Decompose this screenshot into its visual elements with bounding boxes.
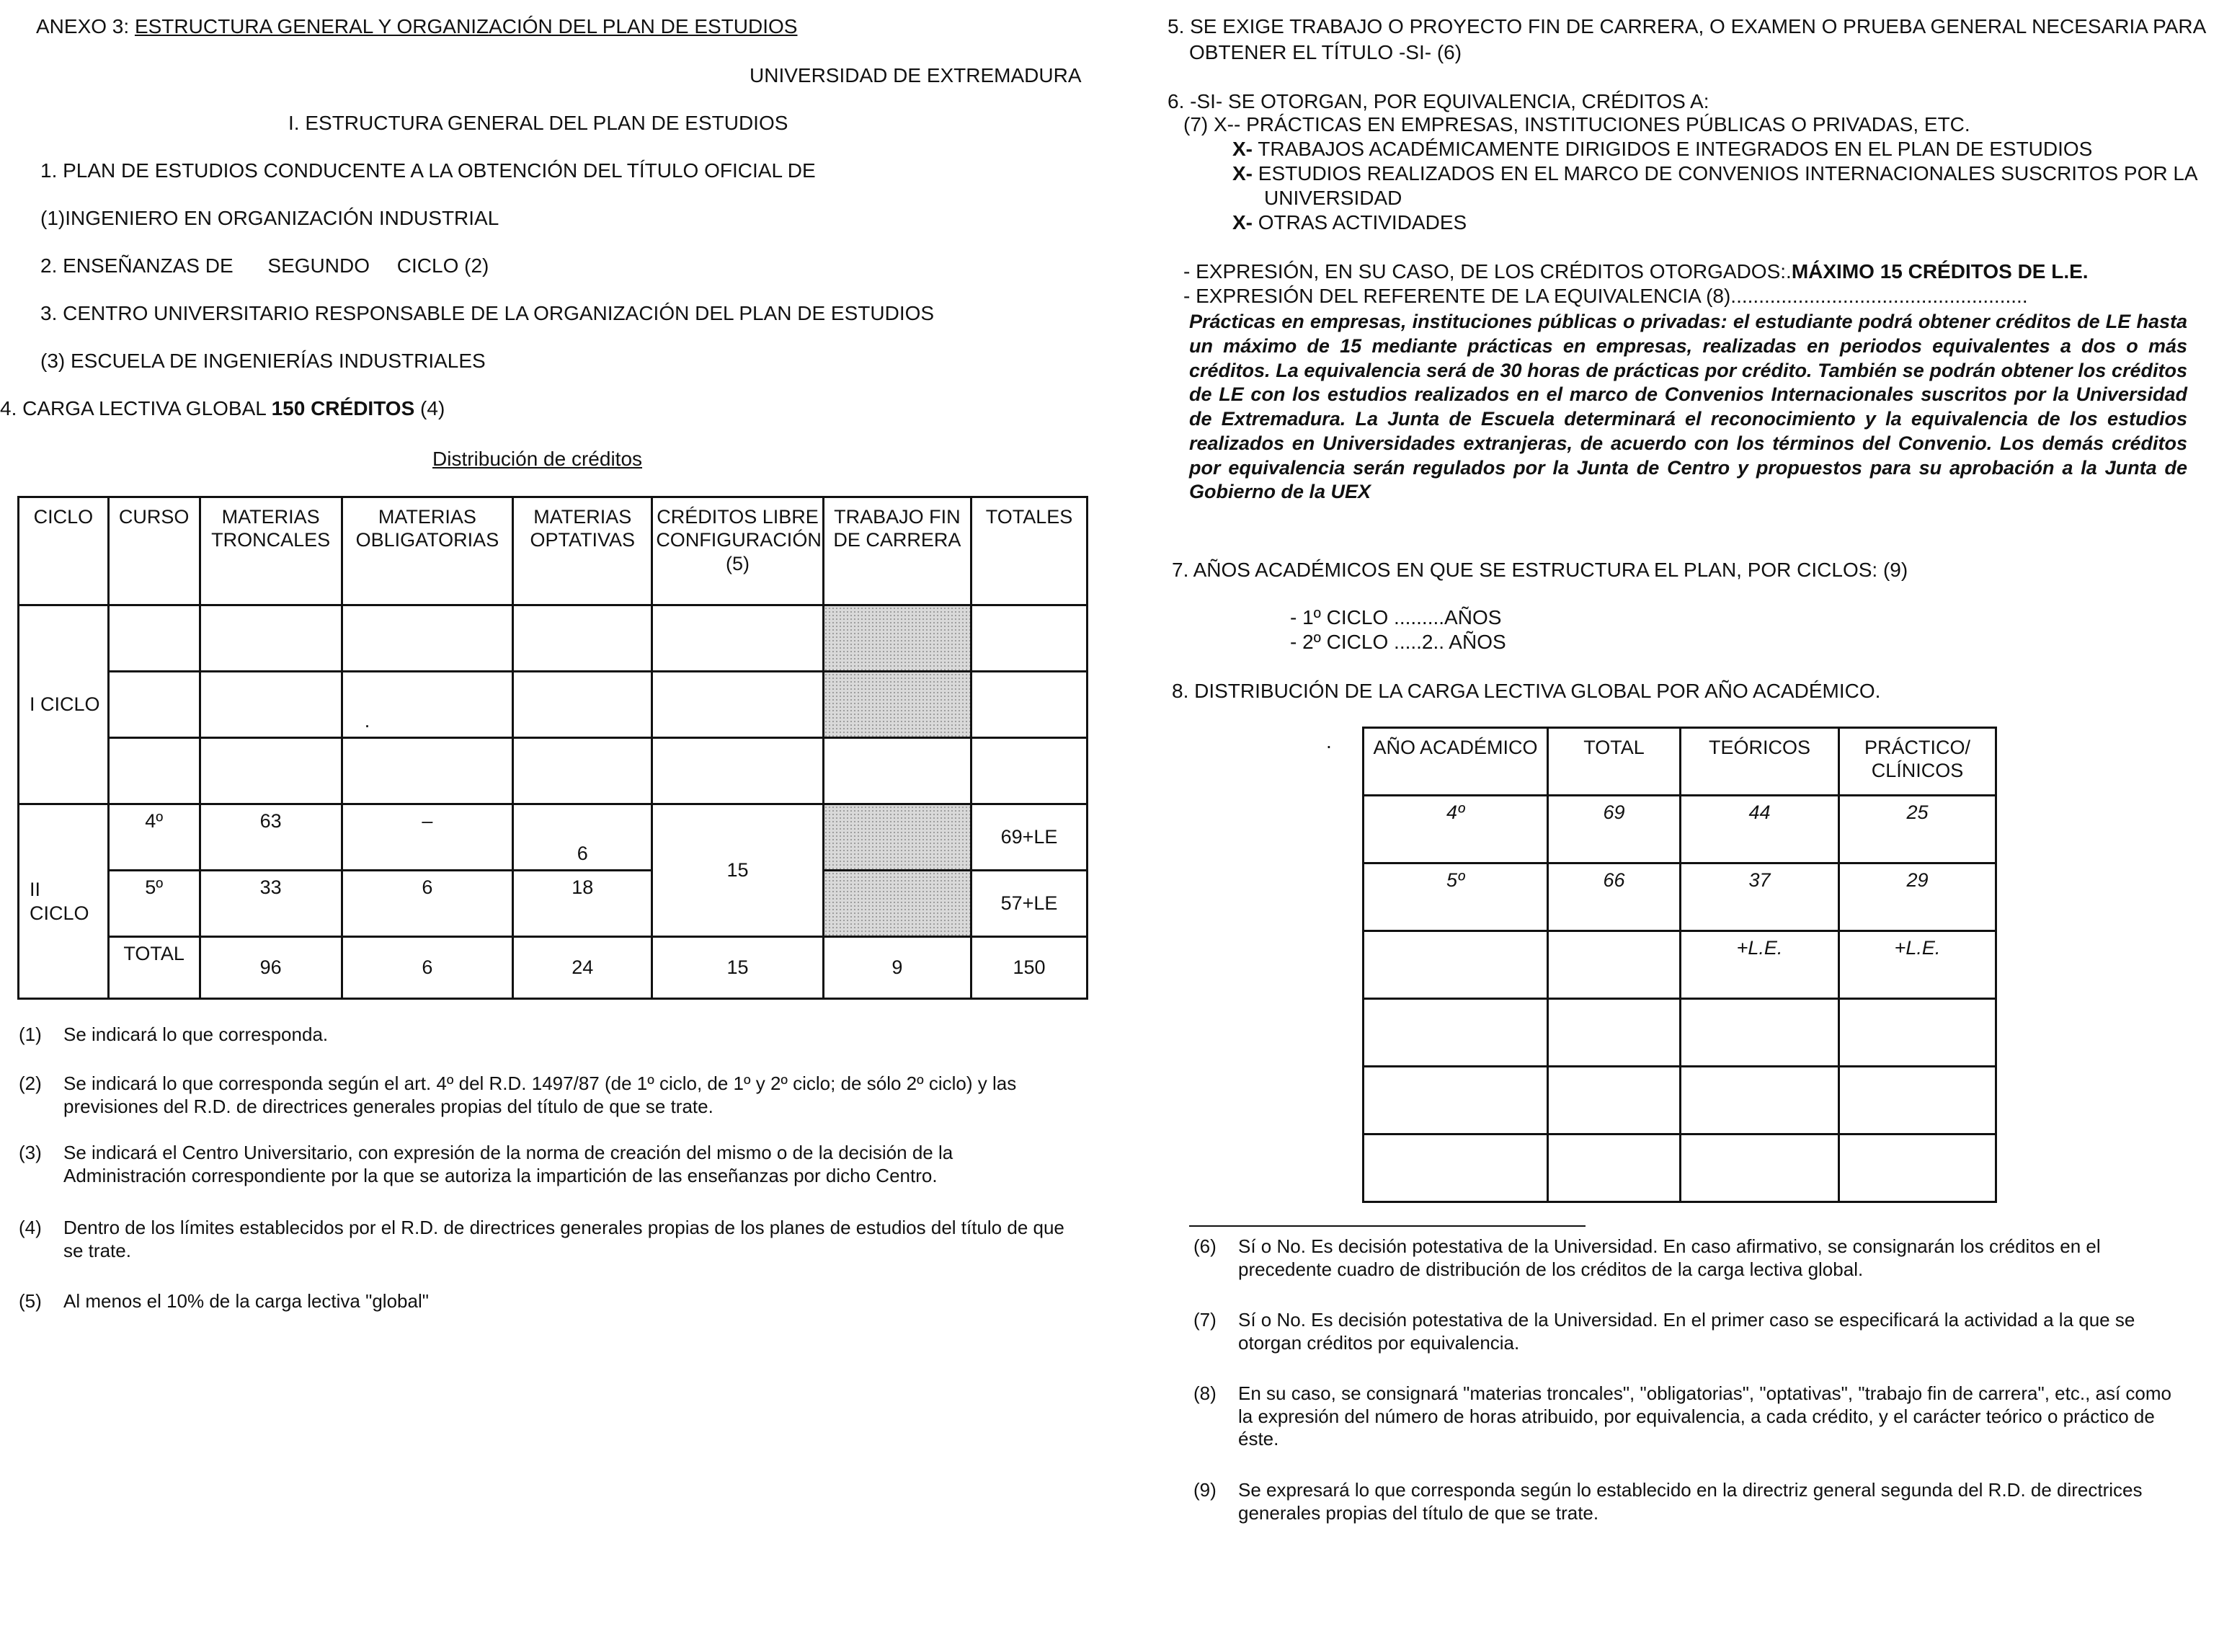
load-table — [1362, 727, 1997, 1203]
table-cell — [513, 605, 652, 672]
total-trabajo: 9 — [823, 937, 971, 999]
university-name: UNIVERSIDAD DE EXTREMADURA — [750, 64, 1082, 86]
total-label: TOTAL — [108, 937, 200, 999]
item-8: 8. DISTRIBUCIÓN DE LA CARGA LECTIVA GLOBAL POR AÑO ACADÉMICO. — [1172, 680, 1881, 702]
option-estudios-continuation: UNIVERSIDAD — [1264, 187, 1402, 209]
table-cell — [108, 672, 200, 738]
row-total — [1548, 931, 1681, 999]
table-cell — [1839, 1134, 1996, 1202]
cycle-1-years: - 1º CICLO .........AÑOS — [1290, 606, 1502, 629]
table-cell — [200, 738, 342, 804]
table-cell — [652, 738, 823, 804]
item-3: 3. CENTRO UNIVERSITARIO RESPONSABLE DE LA ORGANIZACIÓN DEL PLAN DE ESTUDIOS — [40, 302, 935, 324]
table-cell — [1839, 999, 1996, 1067]
item-6: 6. -SI- SE OTORGAN, POR EQUIVALENCIA, CRÉDITOS A: — [1168, 90, 1709, 112]
total-libre: 15 — [652, 937, 823, 999]
footnote-divider — [1189, 1225, 1586, 1227]
row4-optativas: 6 — [513, 804, 652, 871]
row-practicos: 29 — [1839, 863, 1996, 931]
row-teoricos: 37 — [1681, 863, 1839, 931]
table-cell — [1681, 1134, 1839, 1202]
cycle-1-label: I CICLO — [19, 605, 109, 804]
header-curso: CURSO — [108, 497, 200, 605]
shaded-cell — [823, 672, 971, 738]
table-cell — [342, 605, 512, 672]
header-practicos: PRÁCTICO/ CLÍNICOS — [1839, 728, 1996, 796]
row-total: 69 — [1548, 796, 1681, 863]
table-cell — [1548, 999, 1681, 1067]
table-cell — [971, 605, 1087, 672]
option-mark: X- — [1232, 162, 1253, 185]
table-cell — [1364, 1134, 1548, 1202]
header-trabajo: TRABAJO FIN DE CARRERA — [823, 497, 971, 605]
section-title: I. ESTRUCTURA GENERAL DEL PLAN DE ESTUDIOS — [288, 112, 788, 134]
row5-curso: 5º — [108, 871, 200, 937]
item-4-prefix: 4. CARGA LECTIVA GLOBAL — [0, 397, 266, 419]
row-teoricos: 44 — [1681, 796, 1839, 863]
stray-dot: . — [342, 672, 512, 738]
annex-prefix: ANEXO 3: — [36, 15, 130, 37]
table-cell — [200, 605, 342, 672]
row4-curso: 4º — [108, 804, 200, 871]
shaded-cell — [823, 871, 971, 937]
option-trabajos: X- TRABAJOS ACADÉMICAMENTE DIRIGIDOS E INTEGRADOS EN EL PLAN DE ESTUDIOS — [1232, 138, 2093, 160]
option-otras: X- OTRAS ACTIVIDADES — [1232, 211, 1467, 234]
total-optativas: 24 — [513, 937, 652, 999]
credits-expression-value: MÁXIMO 15 CRÉDITOS DE L.E. — [1791, 260, 2089, 283]
total-troncales: 96 — [200, 937, 342, 999]
header-libre: CRÉDITOS LIBRE CONFIGURACIÓN (5) — [652, 497, 823, 605]
row-year — [1364, 931, 1548, 999]
item-1: 1. PLAN DE ESTUDIOS CONDUCENTE A LA OBTENCIÓN DEL TÍTULO OFICIAL DE — [40, 159, 816, 182]
credits-table — [17, 496, 1088, 1000]
center-name: (3) ESCUELA DE INGENIERÍAS INDUSTRIALES — [40, 350, 486, 372]
row-teoricos: +L.E. — [1681, 931, 1839, 999]
row4-totales: 69+LE — [971, 804, 1087, 871]
item-2-suffix: CICLO (2) — [396, 254, 489, 277]
row4-troncales: 63 — [200, 804, 342, 871]
row5-troncales: 33 — [200, 871, 342, 937]
header-troncales: MATERIAS TRONCALES — [200, 497, 342, 605]
row-year: 4º — [1364, 796, 1548, 863]
table-cell — [971, 672, 1087, 738]
table-cell — [200, 672, 342, 738]
table-cell — [1548, 1067, 1681, 1134]
table-cell — [108, 738, 200, 804]
item-5: 5. SE EXIGE TRABAJO O PROYECTO FIN DE CARRERA, O EXAMEN O PRUEBA GENERAL NECESARIA PARA — [1168, 15, 2207, 37]
table-cell — [1548, 1134, 1681, 1202]
header-total: TOTAL — [1548, 728, 1681, 796]
item-2-value: SEGUNDO — [267, 254, 370, 277]
table-cell — [1681, 999, 1839, 1067]
equivalence-paragraph: Prácticas en empresas, instituciones públicas o privadas: el estudiante podrá obtener créditos de LE hasta un máximo de 15 mediante prácticas en empresas, realizadas en periodos equivalentes a dos o más créditos. La equivalencia será de 30 horas de prácticas por crédito. También se podrán obtener los créditos de LE con los estudios realizados en el marco de Convenios Internacionales suscritos por la Universidad de Extremadura. La Junta de Escuela determinará el reconocimiento y la equivalencia de los estudios realizados en Universidades extranjeras, de acuerdo con los términos del Convenio. Los demás créditos por equivalencia serán regulados por la Junta de Centro y propuestos para su aprobación a la Junta de Gobierno de la UEX — [1189, 311, 2187, 503]
row-practicos: +L.E. — [1839, 931, 1996, 999]
equivalence-reference: - EXPRESIÓN DEL REFERENTE DE LA EQUIVALENCIA (8)..................................................... — [1183, 285, 2028, 307]
item-2-prefix: 2. ENSEÑANZAS DE — [40, 254, 234, 277]
table-cell — [971, 738, 1087, 804]
row-practicos: 25 — [1839, 796, 1996, 863]
table-cell — [513, 738, 652, 804]
annex-title: ESTRUCTURA GENERAL Y ORGANIZACIÓN DEL PLAN DE ESTUDIOS — [134, 15, 798, 37]
item-4-value: 150 CRÉDITOS — [271, 397, 415, 419]
total-totales: 150 — [971, 937, 1087, 999]
title-name: (1)INGENIERO EN ORGANIZACIÓN INDUSTRIAL — [40, 207, 499, 229]
table-cell — [652, 672, 823, 738]
row5-totales: 57+LE — [971, 871, 1087, 937]
item-4 — [0, 396, 445, 421]
header-ciclo: CICLO — [19, 497, 109, 605]
option-mark: X- — [1232, 138, 1253, 160]
row5-libre: 15 — [652, 804, 823, 937]
option-estudios: X- ESTUDIOS REALIZADOS EN EL MARCO DE CONVENIOS INTERNACIONALES SUSCRITOS POR LA — [1232, 162, 2198, 185]
option-mark: X- — [1232, 211, 1253, 234]
shaded-cell — [823, 804, 971, 871]
table-cell — [1364, 999, 1548, 1067]
header-obligatorias: MATERIAS OBLIGATORIAS — [342, 497, 512, 605]
option-practicas: (7) X-- PRÁCTICAS EN EMPRESAS, INSTITUCIONES PÚBLICAS O PRIVADAS, ETC. — [1183, 113, 1970, 136]
row5-obligatorias: 6 — [342, 871, 512, 937]
header-teoricos: TEÓRICOS — [1681, 728, 1839, 796]
table-cell — [1839, 1067, 1996, 1134]
row5-optativas: 18 — [513, 871, 652, 937]
header-optativas: MATERIAS OPTATIVAS — [513, 497, 652, 605]
item-2 — [40, 254, 489, 278]
row-year: 5º — [1364, 863, 1548, 931]
cycle-2-years: - 2º CICLO .....2.. AÑOS — [1290, 631, 1506, 653]
row-total: 66 — [1548, 863, 1681, 931]
shaded-cell — [823, 605, 971, 672]
table-cell — [1364, 1067, 1548, 1134]
annex-heading — [36, 14, 797, 39]
credits-expression: - EXPRESIÓN, EN SU CASO, DE LOS CRÉDITOS OTORGADOS:.MÁXIMO 15 CRÉDITOS DE L.E. — [1183, 260, 2089, 283]
table-cell — [1681, 1067, 1839, 1134]
table-cell — [342, 738, 512, 804]
table-cell — [108, 605, 200, 672]
total-obligatorias: 6 — [342, 937, 512, 999]
header-ano: AÑO ACADÉMICO — [1364, 728, 1548, 796]
item-7: 7. AÑOS ACADÉMICOS EN QUE SE ESTRUCTURA EL PLAN, POR CICLOS: (9) — [1172, 559, 1908, 581]
row4-obligatorias: – — [342, 804, 512, 871]
distribution-title: Distribución de créditos — [432, 448, 643, 470]
table-cell — [513, 672, 652, 738]
header-totales: TOTALES — [971, 497, 1087, 605]
item-5-continuation: OBTENER EL TÍTULO -SI- (6) — [1189, 41, 1462, 63]
table-cell — [823, 738, 971, 804]
cycle-2-label: II CICLO — [19, 804, 109, 999]
table-cell — [652, 605, 823, 672]
item-4-suffix: (4) — [420, 397, 445, 419]
stray-dot: . — [1326, 730, 1332, 752]
